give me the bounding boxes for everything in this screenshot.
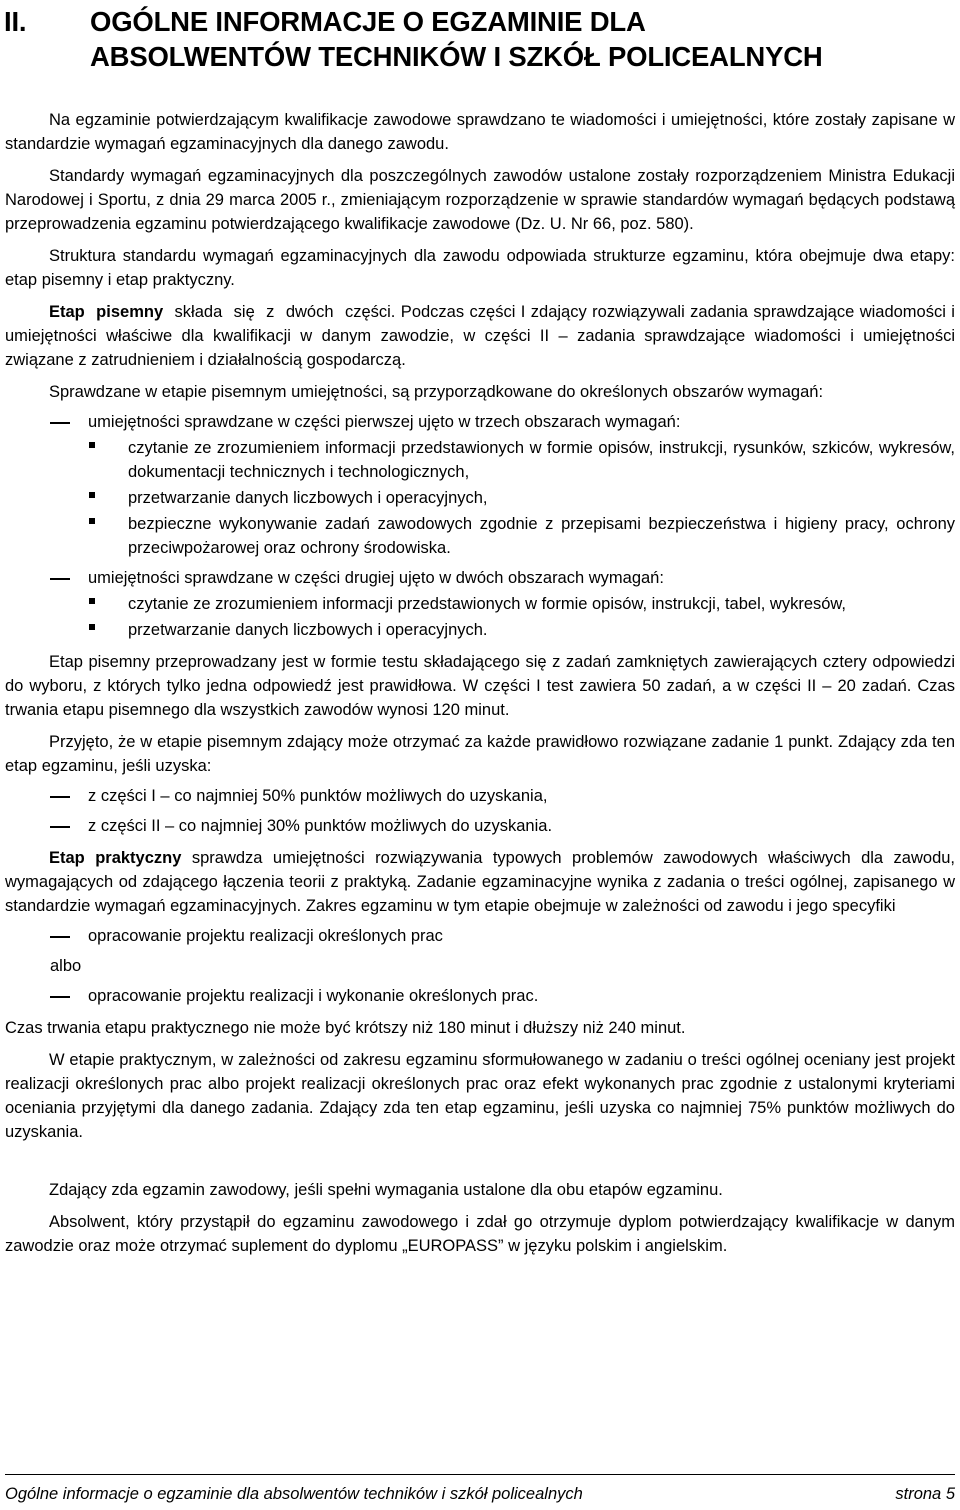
page-number: strona 5 bbox=[895, 1485, 955, 1503]
practical-option-2-list bbox=[5, 984, 955, 1008]
areas-intro: Sprawdzane w etapie pisemnym umiejętności, są przyporządkowane do określonych obszarów wymagań: bbox=[49, 383, 824, 401]
page-footer bbox=[5, 1482, 955, 1506]
heading-line-2: ABSOLWENTÓW TECHNIKÓW I SZKÓŁ POLICEALNYCH bbox=[90, 41, 823, 72]
practical-stage-label: Etap praktyczny bbox=[49, 849, 182, 867]
part-1-areas bbox=[88, 436, 955, 560]
threshold-part-2: z części II – co najmniej 30% punktów możliwych do uzyskania. bbox=[5, 814, 955, 838]
body-text bbox=[5, 108, 955, 1258]
written-stage-label: Etap pisemny bbox=[49, 303, 164, 321]
heading-line-1: OGÓLNE INFORMACJE O EGZAMINIE DLA bbox=[90, 6, 646, 37]
structure-paragraph: Struktura standardu wymagań egzaminacyjnych dla zawodu odpowiada strukturze egzaminu, która obejmuje dwa etapy: etap pisemny i etap praktyczny. bbox=[5, 247, 955, 289]
albo-text: albo bbox=[50, 957, 82, 975]
written-areas-list bbox=[5, 410, 955, 642]
practical-option-2: opracowanie projektu realizacji i wykonanie określonych prac. bbox=[5, 984, 955, 1008]
written-stage-lead: składa się z dwóch części. bbox=[163, 303, 396, 321]
part-2-area-1: czytanie ze zrozumieniem informacji przedstawionych w formie opisów, instrukcji, tabel, wykresów, bbox=[88, 592, 955, 616]
practical-stage-text: sprawdza umiejętności rozwiązywania typowych problemów zawodowych właściwych dla zawodu, wymagających od zdającego łączenia teorii z praktyką. Zadanie egzaminacyjne wynika z zadania o treści ogólnej, zapisanego w standardzie wymagań egzaminacyjnych. Zakres egzaminu w tym etapie obejmuje w zależności od zawodu i jego specyfiki bbox=[5, 849, 956, 915]
threshold-part-1: z części I – co najmniej 50% punktów możliwych do uzyskania, bbox=[5, 784, 955, 808]
thresholds-list bbox=[5, 784, 955, 838]
test-info-paragraph: Etap pisemny przeprowadzany jest w formie testu składającego się z zadań zamkniętych zawierających cztery odpowiedzi do wyboru, z których tylko jedna odpowiedź jest prawidłowa. W części I test zawiera 50 zadań, a w części II – 20 zadań. Czas trwania etapu pisemnego dla wszystkich zawodów wynosi 120 minut. bbox=[5, 653, 955, 719]
footer-divider bbox=[5, 1474, 955, 1475]
part-1-text: umiejętności sprawdzane w części pierwszej ujęto w trzech obszarach wymagań: bbox=[88, 413, 681, 431]
part-1-area-1: czytanie ze zrozumieniem informacji przedstawionych w formie opisów, instrukcji, rysunków, szkiców, wykresów, dokumentacji technicznych i technologicznych, bbox=[88, 436, 955, 484]
part-1-area-2: przetwarzanie danych liczbowych i operacyjnych, bbox=[88, 486, 955, 510]
written-stage-paragraph bbox=[5, 300, 955, 372]
scoring-paragraph: Przyjęto, że w etapie pisemnym zdający może otrzymać za każde prawidłowo rozwiązane zadanie 1 punkt. Zdający zda ten etap egzaminu, jeśli uzyska: bbox=[5, 733, 955, 775]
section-number: II. bbox=[4, 6, 27, 37]
practical-option-1: opracowanie projektu realizacji określonych prac bbox=[5, 924, 955, 948]
footer-title: Ogólne informacje o egzaminie dla absolwentów techników i szkół policealnych bbox=[5, 1485, 583, 1503]
part-2-area-2: przetwarzanie danych liczbowych i operacyjnych. bbox=[88, 618, 955, 642]
pass-condition: Zdający zda egzamin zawodowy, jeśli spełni wymagania ustalone dla obu etapów egzaminu. bbox=[49, 1181, 723, 1199]
practical-option-1-list bbox=[5, 924, 955, 948]
practical-assessment: W etapie praktycznym, w zależności od zakresu egzaminu sformułowanego w zadaniu o treści ogólnej oceniany jest projekt realizacji określonych prac albo projekt realizacji określonych prac oraz efekt wykonanych prac zgodnie z ustalonymi kryteriami oceniania przyjętymi dla danego zadania. Zdający zda ten etap egzaminu, jeśli uzyska co najmniej 75% punktów możliwych do uzyskania. bbox=[5, 1051, 955, 1141]
part-1-item bbox=[5, 410, 955, 560]
standards-paragraph: Standardy wymagań egzaminacyjnych dla poszczególnych zawodów ustalone zostały rozporządzeniem Ministra Edukacji Narodowej i Sportu, z dnia 29 marca 2005 r., zmieniającym rozporządzenie w sprawie standardów wymagań będących podstawą przeprowadzenia egzaminu potwierdzającego kwalifikacje zawodowe (Dz. U. Nr 66, poz. 580). bbox=[5, 167, 955, 233]
diploma-paragraph: Absolwent, który przystąpił do egzaminu zawodowego i zdał go otrzymuje dyplom potwierdzający kwalifikacje w danym zawodzie oraz może otrzymać suplement do dyplomu „EUROPASS” w języku polskim i angielskim. bbox=[5, 1213, 955, 1255]
part-1-area-3: bezpieczne wykonywanie zadań zawodowych zgodnie z przepisami bezpieczeństwa i higieny pracy, ochrony przeciwpożarowej oraz ochrony środowiska. bbox=[88, 512, 955, 560]
practical-stage-paragraph bbox=[5, 846, 955, 918]
intro-paragraph: Na egzaminie potwierdzającym kwalifikacje zawodowe sprawdzano te wiadomości i umiejętności, które zostały zapisane w standardzie wymagań egzaminacyjnych dla danego zawodu. bbox=[5, 111, 955, 153]
written-stage-parts: Podczas części I zdający rozwiązywali zadania sprawdzające wiadomości i umiejętności właściwe dla kwalifikacji w danym zawodzie, w części II – zadania sprawdzające wiadomości i umiejętności związane z zatrudnieniem i działalnością gospodarczą. bbox=[5, 303, 955, 369]
part-2-item bbox=[5, 566, 955, 642]
practical-duration: Czas trwania etapu praktycznego nie może być krótszy niż 180 minut i dłuższy niż 240 minut. bbox=[5, 1019, 686, 1037]
part-2-areas bbox=[88, 592, 955, 642]
part-2-text: umiejętności sprawdzane w części drugiej ujęto w dwóch obszarach wymagań: bbox=[88, 569, 664, 587]
